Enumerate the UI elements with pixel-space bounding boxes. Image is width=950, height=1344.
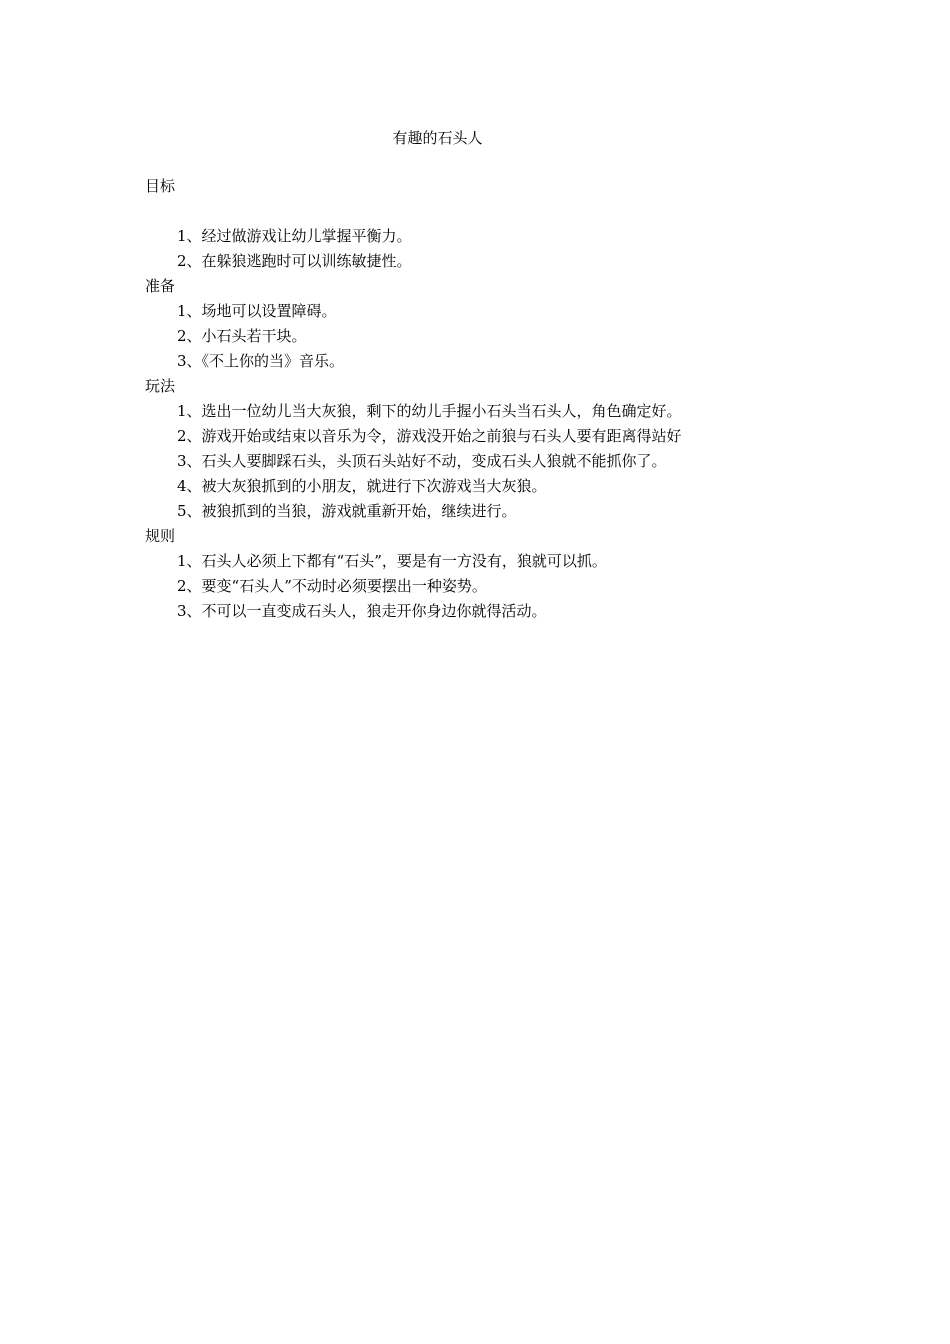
gameplay-item: 4、被大灰狼抓到的小朋友，就进行下次游戏当大灰狼。 <box>177 477 547 495</box>
gameplay-item: 3、石头人要脚踩石头，头顶石头站好不动，变成石头人狼就不能抓你了。 <box>177 452 667 470</box>
blank-line <box>145 199 845 224</box>
goal-item: 1、经过做游戏让幼儿掌握平衡力。 <box>177 227 412 245</box>
section-heading-preparation: 准备 <box>145 277 176 295</box>
preparation-item: 3、《不上你的当》音乐。 <box>177 352 345 370</box>
gameplay-item: 5、被狼抓到的当狼，游戏就重新开始，继续进行。 <box>177 502 517 520</box>
goal-item: 2、在躲狼逃跑时可以训练敏捷性。 <box>177 252 412 270</box>
preparation-item: 1、场地可以设置障碍。 <box>177 302 337 320</box>
gameplay-item: 2、游戏开始或结束以音乐为令，游戏没开始之前狼与石头人要有距离得站好 <box>177 427 682 445</box>
section-heading-rules: 规则 <box>145 527 176 545</box>
preparation-item: 2、小石头若干块。 <box>177 327 307 345</box>
gameplay-item: 1、选出一位幼儿当大灰狼，剩下的幼儿手握小石头当石头人，角色确定好。 <box>177 402 682 420</box>
rule-item: 2、要变“石头人”不动时必须要摆出一种姿势。 <box>177 577 487 595</box>
document-body <box>145 174 845 624</box>
section-heading-gameplay: 玩法 <box>145 377 176 395</box>
document-title: 有趣的石头人 <box>392 129 483 147</box>
section-heading-goals: 目标 <box>145 177 176 195</box>
rule-item: 1、石头人必须上下都有“石头”，要是有一方没有，狼就可以抓。 <box>177 552 607 570</box>
rule-item: 3、不可以一直变成石头人，狼走开你身边你就得活动。 <box>177 602 547 620</box>
